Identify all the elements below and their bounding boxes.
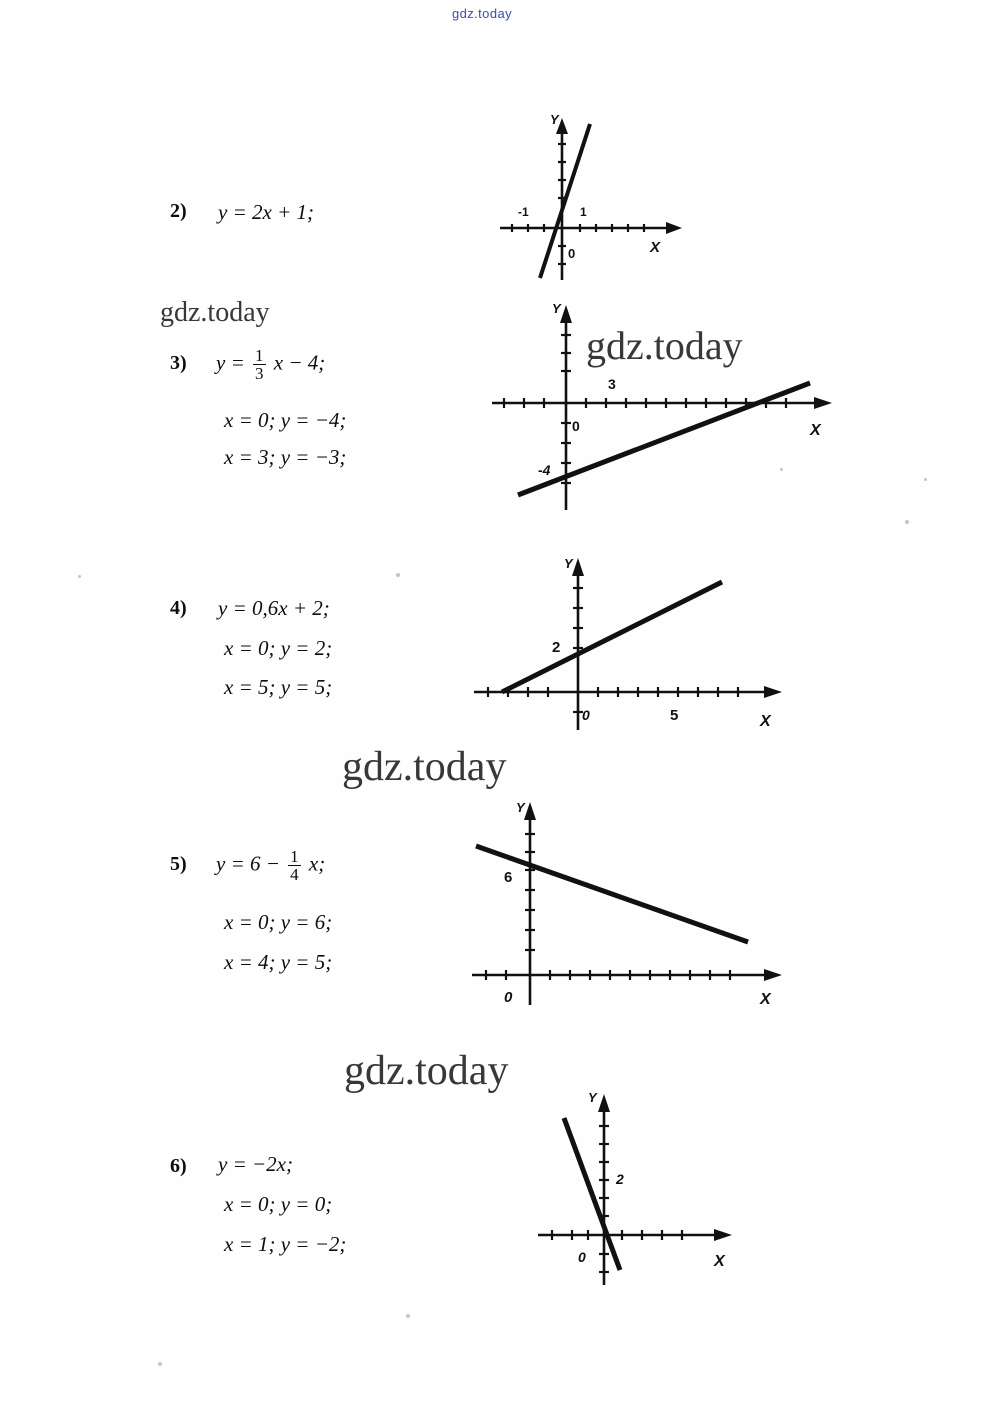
- problem-number: 5): [170, 853, 187, 875]
- equation-tail: x − 4;: [273, 350, 326, 375]
- svg-text:-4: -4: [538, 462, 551, 478]
- watermark-a: gdz.today: [160, 297, 270, 328]
- svg-text:2: 2: [552, 639, 561, 656]
- svg-text:0: 0: [504, 989, 513, 1006]
- value-line: x = 0; y = 0;: [224, 1192, 333, 1216]
- scan-speck: [158, 1362, 162, 1366]
- problem-number: 4): [170, 597, 187, 619]
- value-line: x = 5; y = 5;: [224, 675, 333, 699]
- problem-equation: y = −2x;: [218, 1152, 293, 1176]
- value-line: x = 0; y = 2;: [224, 636, 333, 660]
- fraction-denominator: 3: [255, 364, 264, 383]
- scan-speck: [406, 1314, 410, 1318]
- value-line: x = 0; y = 6;: [224, 910, 333, 934]
- watermark-b: gdz.today: [586, 323, 743, 368]
- problem-equation: [216, 849, 325, 883]
- svg-text:Y: Y: [588, 1090, 597, 1105]
- scan-speck: [924, 478, 927, 481]
- problem-number: 6): [170, 1155, 187, 1177]
- graph-6: [520, 1080, 830, 1300]
- graph-5: [460, 790, 810, 1020]
- fraction: [288, 849, 301, 883]
- problem-equation: y = 0,6x + 2;: [218, 596, 330, 620]
- watermark-c: gdz.today: [342, 744, 507, 790]
- svg-text:0: 0: [572, 418, 580, 434]
- svg-text:0: 0: [582, 707, 590, 723]
- equation-lead: y = 6 −: [216, 851, 280, 876]
- svg-text:X: X: [714, 1253, 725, 1270]
- graph-2: [490, 110, 710, 290]
- svg-text:2: 2: [616, 1171, 624, 1187]
- svg-text:-1: -1: [518, 205, 529, 219]
- scan-speck: [396, 573, 400, 577]
- svg-text:X: X: [810, 422, 821, 439]
- svg-text:Y: Y: [552, 301, 561, 316]
- problem-equation: [216, 348, 325, 382]
- svg-text:Y: Y: [550, 112, 559, 127]
- svg-text:0: 0: [568, 246, 576, 261]
- fraction-numerator: 1: [255, 346, 264, 365]
- svg-text:0: 0: [578, 1249, 586, 1265]
- watermark-d: gdz.today: [344, 1048, 509, 1094]
- value-line: x = 0; y = −4;: [224, 408, 347, 432]
- problem-equation: y = 2x + 1;: [218, 200, 314, 224]
- problem-number: 3): [170, 352, 187, 374]
- value-line: x = 4; y = 5;: [224, 950, 333, 974]
- svg-text:X: X: [760, 713, 771, 730]
- fraction: [253, 348, 266, 382]
- equation-tail: x;: [308, 851, 326, 876]
- scan-speck: [78, 575, 81, 578]
- fraction-denominator: 4: [290, 865, 299, 884]
- fraction-numerator: 1: [290, 847, 299, 866]
- scan-speck: [780, 468, 783, 471]
- svg-text:5: 5: [670, 707, 679, 724]
- svg-text:3: 3: [608, 376, 616, 392]
- svg-text:Y: Y: [564, 556, 573, 571]
- problem-number: 2): [170, 200, 187, 222]
- watermark-top: gdz.today: [452, 6, 512, 21]
- equation-lead: y =: [216, 350, 245, 375]
- value-line: x = 1; y = −2;: [224, 1232, 347, 1256]
- svg-text:6: 6: [504, 869, 513, 886]
- svg-text:X: X: [650, 239, 661, 256]
- value-line: x = 3; y = −3;: [224, 445, 347, 469]
- graph-4: [460, 540, 810, 740]
- svg-text:1: 1: [580, 205, 587, 219]
- scan-speck: [905, 520, 909, 524]
- svg-text:Y: Y: [516, 800, 525, 815]
- svg-text:X: X: [760, 991, 771, 1008]
